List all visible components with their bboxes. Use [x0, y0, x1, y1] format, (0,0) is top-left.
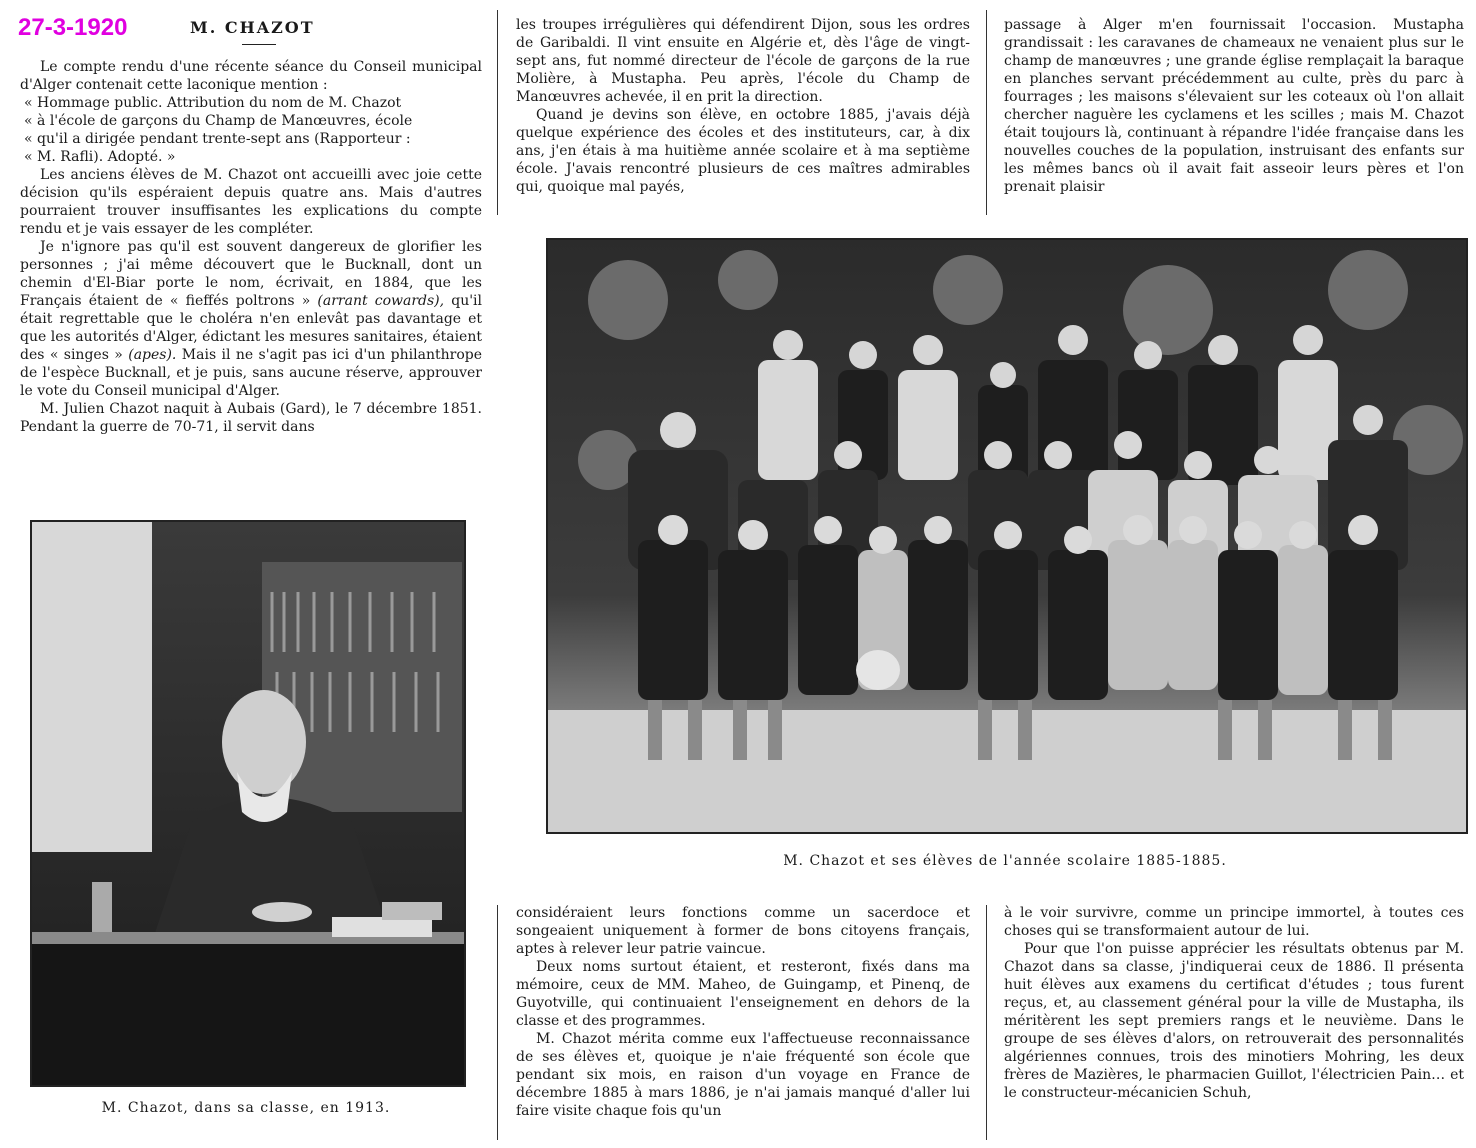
group-photo-caption: M. Chazot et ses élèves de l'année scolaire 1885-1885.	[783, 853, 1227, 869]
portrait-caption: M. Chazot, dans sa classe, en 1913.	[101, 1100, 391, 1116]
column-3-top-text	[1004, 16, 1464, 196]
paragraph: à le voir survivre, comme un principe immortel, à toutes ces choses qui se transformaient autour de lui.	[1004, 905, 1464, 939]
portrait-photo	[30, 520, 466, 1087]
text-run: Mais il ne s'agit pas ici d'un philanthrope de l'espèce Bucknall, et je puis, sans aucune réserve, approuver le vote du Conseil municipal d'Alger.	[20, 347, 482, 399]
column-divider	[986, 905, 987, 1140]
column-divider	[497, 10, 498, 215]
quote-line: « à l'école de garçons du Champ de Manœuvres, école	[24, 113, 413, 129]
title-rule	[242, 44, 276, 45]
group-photo	[546, 238, 1468, 834]
column-1-text	[20, 58, 482, 436]
column-2-top-text	[516, 16, 970, 196]
paragraph: Pour que l'on puisse apprécier les résultats obtenus par M. Chazot dans sa classe, j'indiquerai ceux de 1886. Il présenta huit élèves aux examens du certificat d'études ; tous furent reçus, et, au classement général pour la ville de Mustapha, ils méritèrent les sept premiers rangs et le neuvième. Dans le groupe de ses élèves d'alors, on retrouverait des personnalités algériennes connues, trois des minotiers Mohring, les deux frères de Mazières, le pharmacien Guillot, l'électricien Pain… et le constructeur-mécanicien Schuh,	[1004, 941, 1464, 1101]
paragraph: considéraient leurs fonctions comme un sacerdoce et songeaient uniquement à former de bons citoyens français, aptes à relever leur patrie vaincue.	[516, 905, 970, 957]
quote-line: « qu'il a dirigée pendant trente-sept ans (Rapporteur :	[24, 131, 411, 147]
portrait-photo-image	[32, 522, 464, 1085]
italic-run: (arrant cowards),	[317, 293, 445, 309]
paragraph: M. Chazot mérita comme eux l'affectueuse reconnaissance de ses élèves et, quoique je n'aie fréquenté son école que pendant six mois, en raison d'un voyage en France de décembre 1885 à mars 1886, je n'ai jamais manqué d'aller lui faire visite chaque fois qu'un	[516, 1031, 970, 1119]
paragraph	[20, 238, 482, 400]
text-run: qu'il était regrettable que le choléra n'en enlevât pas davantage et que les autorités d'Alger, édictant les mesures sanitaires, étaient des « singes »	[20, 293, 483, 363]
paragraph: Les anciens élèves de M. Chazot ont accueilli avec joie cette décision qu'ils espéraient depuis quatre ans. Mais d'autres pourraient trouver insuffisantes les explications du compte rendu et je vais essayer de les compléter.	[20, 167, 482, 237]
italic-run: (apes).	[128, 347, 177, 363]
date-tag: 27-3-1920	[18, 14, 128, 41]
text-run: Je n'ignore pas qu'il est souvent dangereux de glorifier les personnes ; j'ai même découvert que le Bucknall, dont un chemin d'El-Biar porte le nom, écrivait, en 1884, que les Français étaient de « fieffés poltrons »	[20, 239, 482, 309]
column-2-bottom-text	[516, 904, 970, 1120]
column-divider	[986, 10, 987, 215]
paragraph: Quand je devins son élève, en octobre 1885, j'avais déjà quelque expérience des écoles et des instituteurs, car, à dix ans, j'en étais à ma huitième année scolaire et à ma septième école. J'avais rencontré plusieurs de ces maîtres admirables qui, quoique mal payés,	[516, 107, 970, 195]
paragraph: Deux noms surtout étaient, et resteront, fixés dans ma mémoire, ceux de MM. Maheo, de Guingamp, et Pinenq, de Guyotville, qui continuaient l'enseignement en dehors de la classe et des programmes.	[516, 959, 970, 1029]
group-photo-image	[548, 240, 1466, 832]
column-divider	[497, 905, 498, 1140]
paragraph: passage à Alger m'en fournissait l'occasion. Mustapha grandissait : les caravanes de chameaux ne venaient plus sur le champ de manœuvres ; une grande église remplaçait la baraque en planches servant précédemment au culte, près du parc à fourrages ; les maisons s'élevaient sur les coteaux où l'on allait chercher naguère les cyclamens et les scilles ; mais M. Chazot était toujours là, continuant à répandre l'idée française dans les nouvelles couches de la population, instruisant des enfants sur les mêmes bancs où il avait fait asseoir leurs pères et l'on prenait plaisir	[1004, 17, 1464, 195]
paragraph: M. Julien Chazot naquit à Aubais (Gard), le 7 décembre 1851. Pendant la guerre de 70-71, il servit dans	[20, 401, 482, 435]
column-3-bottom-text	[1004, 904, 1464, 1102]
quote-line: « Hommage public. Attribution du nom de M. Chazot	[24, 95, 402, 111]
article-title: M. CHAZOT	[190, 18, 315, 37]
paragraph: les troupes irrégulières qui défendirent Dijon, sous les ordres de Garibaldi. Il vint ensuite en Algérie et, dès l'âge de vingt-sept ans, fut nommé directeur de l'école de garçons de la rue Molière, à Mustapha. Peu après, l'école du Champ de Manœuvres achevée, il en prit la direction.	[516, 17, 970, 105]
quote-line: « M. Rafli). Adopté. »	[24, 149, 176, 165]
paragraph: Le compte rendu d'une récente séance du Conseil municipal d'Alger contenait cette laconique mention :	[20, 59, 482, 93]
